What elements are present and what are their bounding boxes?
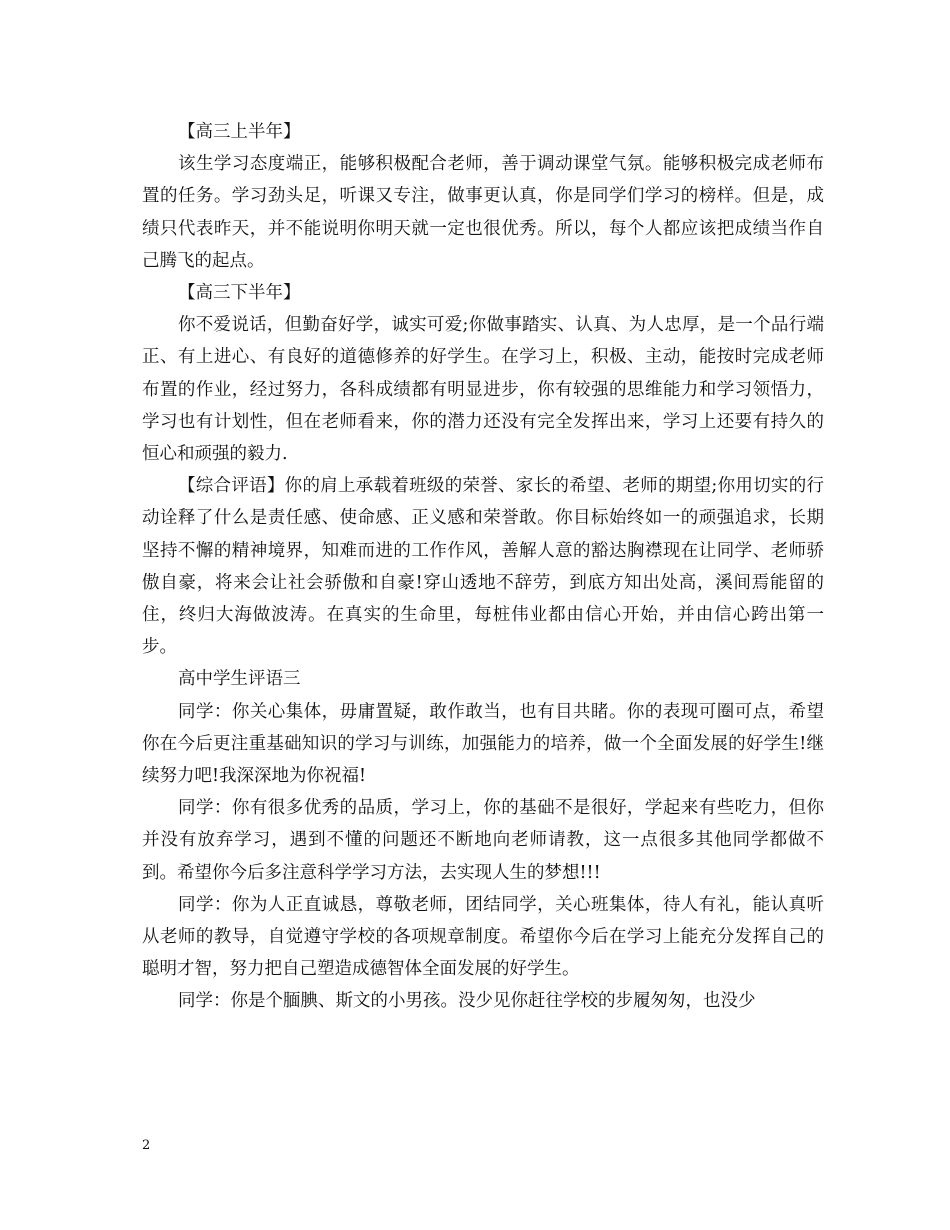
section-heading-first-semester: 【高三上半年】 (178, 122, 301, 142)
paragraph-comprehensive-comment: 【综合评语】你的肩上承载着班级的荣誉、家长的希望、老师的期望;你用切实的行动诠释了什么是责任感、使命感、正义感和荣誉敢。你目标始终如一的顽强追求，长期坚持不懈的精神境界，知难而进的工作作风，善解人意的豁达胸襟现在让同学、老师骄傲自豪，将来会让社会骄傲和自豪!穿山透地不辞劳，到底方知出处高，溪间焉能留的住，终归大海做波涛。在真实的生命里，每桩伟业都由信心开始，并由信心跨出第一步。 (142, 476, 824, 658)
paragraph-first-semester-comment: 该生学习态度端正，能够积极配合老师，善于调动课堂气氛。能够积极完成老师布置的任务。学习劲头足，听课又专注，做事更认真，你是同学们学习的榜样。但是，成绩只代表昨天，并不能说明你明天就一定也很优秀。所以，每个人都应该把成绩当作自己腾飞的起点。 (142, 154, 824, 271)
document-body (142, 116, 824, 1018)
paragraph-student-comment-2: 同学：你有很多优秀的品质，学习上，你的基础不是很好，学起来有些吃力，但你并没有放弃学习，遇到不懂的问题还不断地向老师请教，这一点很多其他同学都做不到。希望你今后多注意科学学习方法，去实现人生的梦想!!! (142, 798, 824, 883)
paragraph-student-comment-4: 同学：你是个腼腆、斯文的小男孩。没少见你赶往学校的步履匆匆，也没少 (178, 991, 756, 1012)
page-number: 2 (142, 1138, 151, 1153)
section-heading-second-semester: 【高三下半年】 (178, 283, 301, 304)
paragraph-student-comment-3: 同学：你为人正直诚恳，尊敬老师，团结同学，关心班集体，待人有礼，能认真听从老师的教导，自觉遵守学校的各项规章制度。希望你今后在学习上能充分发挥自己的聪明才智，努力把自己塑造成德智体全面发展的好学生。 (142, 894, 824, 980)
paragraph-second-semester-comment: 你不爱说话，但勤奋好学，诚实可爱;你做事踏实、认真、为人忠厚，是一个品行端正、有上进心、有良好的道德修养的好学生。在学习上，积极、主动，能按时完成老师布置的作业，经过努力，各科成绩都有明显进步，你有较强的思维能力和学习领悟力，学习也有计划性，但在老师看来，你的潜力还没有完全发挥出来，学习上还要有持久的恒心和顽强的毅力. (142, 315, 824, 465)
section-heading-comments-three: 高中学生评语三 (178, 669, 301, 690)
paragraph-student-comment-1: 同学：你关心集体，毋庸置疑，敢作敢当，也有目共睹。你的表现可圈可点，希望你在今后更注重基础知识的学习与训练，加强能力的培养，做一个全面发展的好学生!继续努力吧!我深深地为你祝福! (142, 701, 824, 787)
